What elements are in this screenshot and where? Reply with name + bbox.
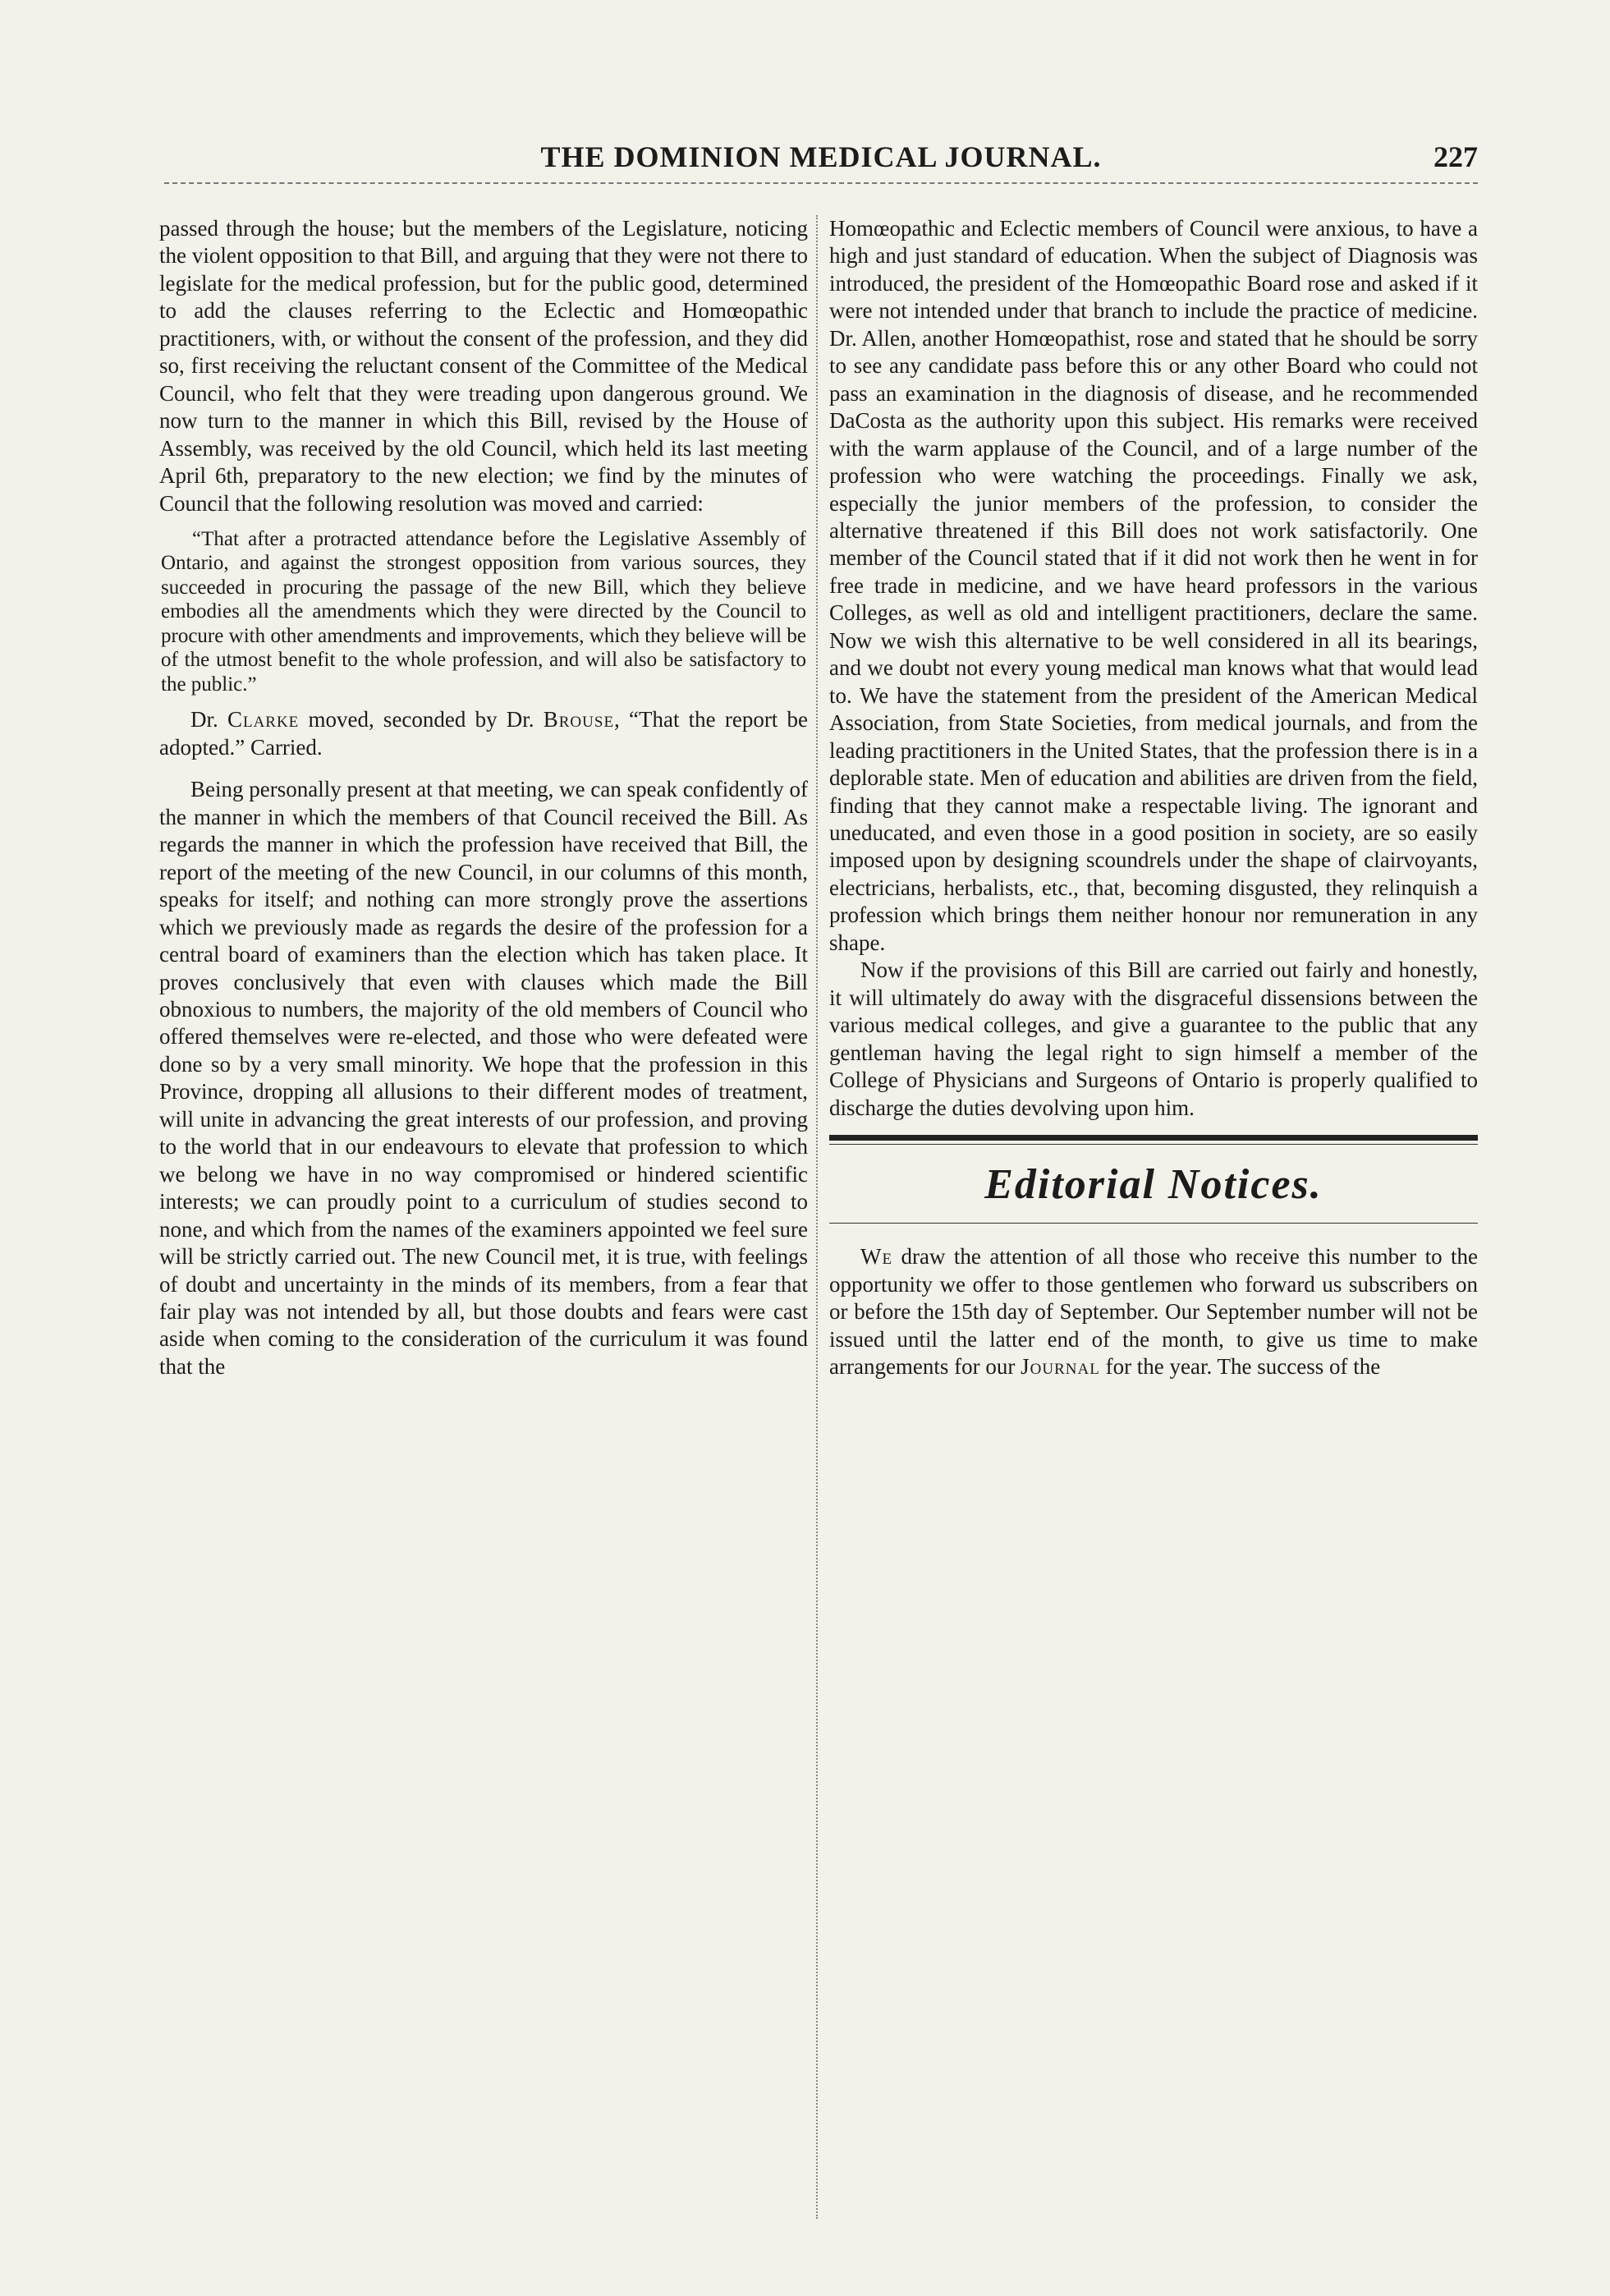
page-header: [164, 140, 1478, 189]
section-title-rule: [829, 1223, 1478, 1224]
column-divider: [816, 215, 818, 2219]
motion-suffix: , “That the report be adopted.” Carried.: [159, 707, 808, 760]
notice-text-2: for the year. The success of the: [1099, 1354, 1381, 1380]
left-paragraph-1: passed through the house; but the members of the Legislature, noticing the violent opposition to that Bill, and arguing that they were not there to legislate for the medical profession, but for the public good, determined to add the clauses referring to the Eclectic and Homœopathic practitioners, with, or without the consent of the profession, and they did so, first receiving the reluctant consent of the Committee of the Medical Council, who felt that they were treading upon dangerous ground. We now turn to the manner in which this Bill, revised by the House of Assembly, was received by the old Council, which held its last meeting April 6th, preparatory to the new election; we find by the minutes of Council that the following resolution was moved and carried:: [159, 216, 808, 516]
left-column: [159, 215, 808, 1380]
seconder-name: Brouse: [543, 707, 615, 732]
section-title: Editorial Notices.: [984, 1160, 1323, 1208]
header-rule: [164, 182, 1478, 184]
motion-prefix: Dr.: [190, 707, 227, 732]
right-column: [829, 215, 1478, 1381]
left-paragraph-2: Being personally present at that meeting, we can speak confidently of the manner in which the members of that Council received the Bill. As regards the manner in which the profession have received that Bill, the report of the meeting of the new Council, in our columns of this month, speaks for itself; and nothing can more strongly prove the assertions which we previously made as regards the desire of the profession for a central board of examiners than the election which has taken place. It proves conclusively that even with clauses which made the Bill obnoxious to numbers, the majority of the old members of Council who offered themselves were re-elected, and those who were defeated were done so by a very small minority. We hope that the profession in this Province, dropping all allusions to their different modes of treatment, will unite in advancing the great interests of our profession, and proving to the world that in our endeavours to elevate that profession to which we belong we have in no way compromised or hindered scientific interests; we can proudly point to a curriculum of studies second to none, and which from the names of the examiners appointed we feel sure will be strictly carried out. The new Council met, it is true, with feelings of doubt and uncertainty in the minds of its members, from a fear that fair play was not intended by all, but those doubts and fears were cast aside when coming to the consideration of the curriculum it was found that the: [159, 777, 809, 1379]
running-title: THE DOMINION MEDICAL JOURNAL.: [540, 140, 1102, 173]
spacer: [159, 761, 808, 776]
motion-line: [159, 706, 808, 761]
council-resolution-quote: [159, 527, 808, 697]
right-paragraph-1: Homœopathic and Eclectic members of Council were anxious, to have a high and just standard of education. When the subject of Diagnosis was introduced, the president of the Homœopathic Board rose and asked if it were not intended under that branch to include the practice of medicine. Dr. Allen, another Homœopathist, rose and stated that he should be sorry to see any candidate pass before this or any other Board who could not pass an examination in the diagnosis of disease, and he recommended DaCosta as the authority upon this subject. His remarks were received with the warm applause of the Council, and of a large number of the profession who were watching the proceedings. Finally we ask, especially the junior members of the profession, to consider the alternative threatened if this Bill does not work satisfactorily. One member of the Council stated that if it did not work then he went in for free trade in medicine, and we have heard professors in the various Colleges, as well as old and intelligent practitioners, declare the same. Now we wish this alternative to be well considered in all its bearings, and we doubt not every young medical man knows what that would lead to. We have the statement from the president of the American Medical Association, from State Societies, from medical journals, and from the leading practitioners in the United States, that the profession there is in a deplorable state. Men of education and abilities are driven from the field, finding that they cannot make a respectable living. The ignorant and uneducated, and even those in a good position in society, are so easily imposed upon by designing scoundrels under the shape of clairvoyants, electricians, herbalists, etc., that, becoming disgusted, they relinquish a profession which brings them neither honour nor remuneration in any shape.: [829, 216, 1478, 955]
right-paragraph-2: Now if the provisions of this Bill are carried out fairly and honestly, it will ultimately do away with the disgraceful dissensions between the various medical colleges, and give a guarantee to the public that any gentleman having the legal right to sign himself a member of the College of Physicians and Surgeons of Ontario is properly qualified to discharge the duties devolving upon him.: [829, 957, 1478, 1120]
quote-text: “That after a protracted attendance before the Legislative Assembly of Ontario, and against the strongest opposition from various sources, they succeeded in procuring the passage of the new Bill, which they believe embodies all the amendments which they were directed by the Council to procure with other amendments and improvements, which they believe will be of the utmost benefit to the whole profession, and will also be satisfactory to the public.”: [161, 527, 806, 696]
notice-text-1: draw the attention of all those who receive this number to the opportunity we offer to those gentlemen who forward us subscribers on or before the 15th day of September. Our September number will not be issued until the latter end of the month, to give us time to make arrangements for our: [829, 1244, 1478, 1380]
page-number: 227: [1433, 140, 1478, 173]
mover-name: Clarke: [227, 707, 300, 732]
section-rule-thick: [829, 1135, 1478, 1141]
section-rule-thin: [829, 1144, 1478, 1145]
motion-middle: moved, seconded by Dr.: [299, 707, 544, 732]
editorial-notice: [829, 1243, 1478, 1380]
notice-lead-word: We: [860, 1244, 893, 1270]
journal-name: Journal: [1021, 1354, 1100, 1380]
